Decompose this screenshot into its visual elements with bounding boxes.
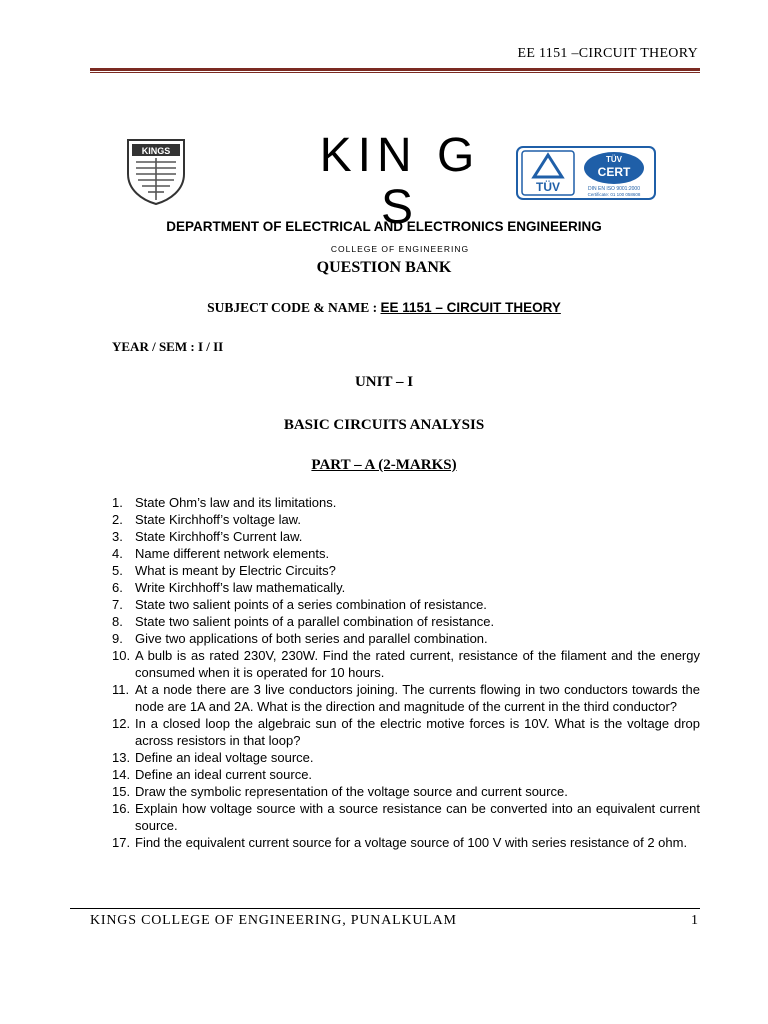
question-text: Draw the symbolic representation of the voltage source and current source. — [135, 784, 568, 799]
page-number: 1 — [691, 913, 698, 928]
cert-line-1: DIN EN ISO 9001:2000 — [588, 186, 640, 192]
question-text: Find the equivalent current source for a voltage source of 100 V with series resistance of 2 ohm. — [135, 835, 688, 850]
question-list — [112, 494, 700, 851]
list-item — [112, 800, 700, 834]
list-item — [112, 562, 700, 579]
question-text: What is meant by Electric Circuits? — [135, 563, 336, 578]
list-item — [112, 647, 700, 681]
topic-heading: BASIC CIRCUITS ANALYSIS — [283, 417, 485, 433]
list-item — [112, 681, 700, 715]
college-brand — [300, 130, 500, 254]
list-item — [112, 715, 700, 749]
question-number: 1. — [112, 495, 123, 510]
list-item — [112, 511, 700, 528]
list-item — [112, 545, 700, 562]
question-number: 4. — [112, 546, 123, 561]
year-sem: YEAR / SEM : I / II — [112, 339, 224, 354]
cert-line-2: Certificate: 01 100 058608 — [587, 192, 641, 197]
list-item — [112, 834, 700, 851]
question-number: 17. — [112, 835, 131, 850]
question-number: 10. — [112, 648, 131, 663]
question-number: 9. — [112, 631, 123, 646]
question-text: Define an ideal voltage source. — [135, 750, 314, 765]
question-number: 15. — [112, 784, 131, 799]
list-item — [112, 749, 700, 766]
cert-top-text: TÜV — [606, 155, 622, 164]
crest-text: KINGS — [141, 146, 171, 156]
question-text: Write Kirchhoff’s law mathematically. — [135, 580, 346, 595]
department-heading: DEPARTMENT OF ELECTRICAL AND ELECTRONICS ENGINEERING — [166, 219, 602, 234]
list-item — [112, 783, 700, 800]
question-number: 5. — [112, 563, 123, 578]
question-text: Name different network elements. — [135, 546, 330, 561]
list-item — [112, 766, 700, 783]
question-text: Explain how voltage source with a source resistance can be converted into an equivalent current source. — [135, 801, 700, 833]
question-number: 6. — [112, 580, 123, 595]
running-header: EE 1151 –CIRCUIT THEORY — [517, 46, 698, 61]
footer-rule — [70, 908, 700, 909]
list-item — [112, 630, 700, 647]
question-text: State Kirchhoff’s voltage law. — [135, 512, 301, 527]
header-rule — [90, 68, 700, 71]
question-text: State two salient points of a series combination of resistance. — [135, 597, 487, 612]
college-name: KIN G S — [319, 129, 481, 234]
question-text: State Kirchhoff’s Current law. — [135, 529, 303, 544]
footer-college: KINGS COLLEGE OF ENGINEERING, PUNALKULAM — [90, 913, 457, 928]
question-text: Define an ideal current source. — [135, 767, 313, 782]
question-number: 14. — [112, 767, 131, 782]
subject-label: SUBJECT CODE & NAME : — [207, 300, 381, 315]
question-text: In a closed loop the algebraic sun of the electric motive forces is 10V. What is the voltage drop across resistors in that loop? — [135, 716, 700, 748]
tuv-cert-logo — [516, 146, 656, 200]
subject-value: EE 1151 – CIRCUIT THEORY — [380, 300, 561, 315]
question-text: At a node there are 3 live conductors joining. The currents flowing in two conductors towards the node are 1A and 2A. What is the direction and magnitude of the current in the third conductor? — [135, 682, 700, 714]
tuv-text: TÜV — [536, 180, 560, 194]
list-item — [112, 528, 700, 545]
question-number: 7. — [112, 597, 123, 612]
question-text: Give two applications of both series and parallel combination. — [135, 631, 488, 646]
question-number: 11. — [112, 682, 130, 697]
unit-heading: UNIT – I — [354, 374, 414, 390]
question-number: 3. — [112, 529, 123, 544]
question-number: 2. — [112, 512, 123, 527]
college-subtitle: COLLEGE OF ENGINEERING — [330, 244, 470, 254]
list-item — [112, 494, 700, 511]
part-heading: PART – A (2-MARKS) — [311, 457, 457, 473]
question-bank-heading: QUESTION BANK — [316, 259, 452, 276]
question-number: 16. — [112, 801, 131, 816]
list-item — [112, 596, 700, 613]
list-item — [112, 613, 700, 630]
question-number: 12. — [112, 716, 131, 731]
question-text: State Ohm’s law and its limitations. — [135, 495, 337, 510]
cert-label: CERT — [597, 165, 631, 179]
question-number: 8. — [112, 614, 123, 629]
subject-line — [0, 300, 768, 316]
header-rule-thin — [90, 72, 700, 73]
question-text: A bulb is as rated 230V, 230W. Find the rated current, resistance of the filament and the energy consumed when it is operated for 10 hours. — [135, 648, 700, 680]
question-number: 13. — [112, 750, 131, 765]
question-text: State two salient points of a parallel combination of resistance. — [135, 614, 495, 629]
list-item — [112, 579, 700, 596]
college-crest-logo — [124, 136, 188, 206]
